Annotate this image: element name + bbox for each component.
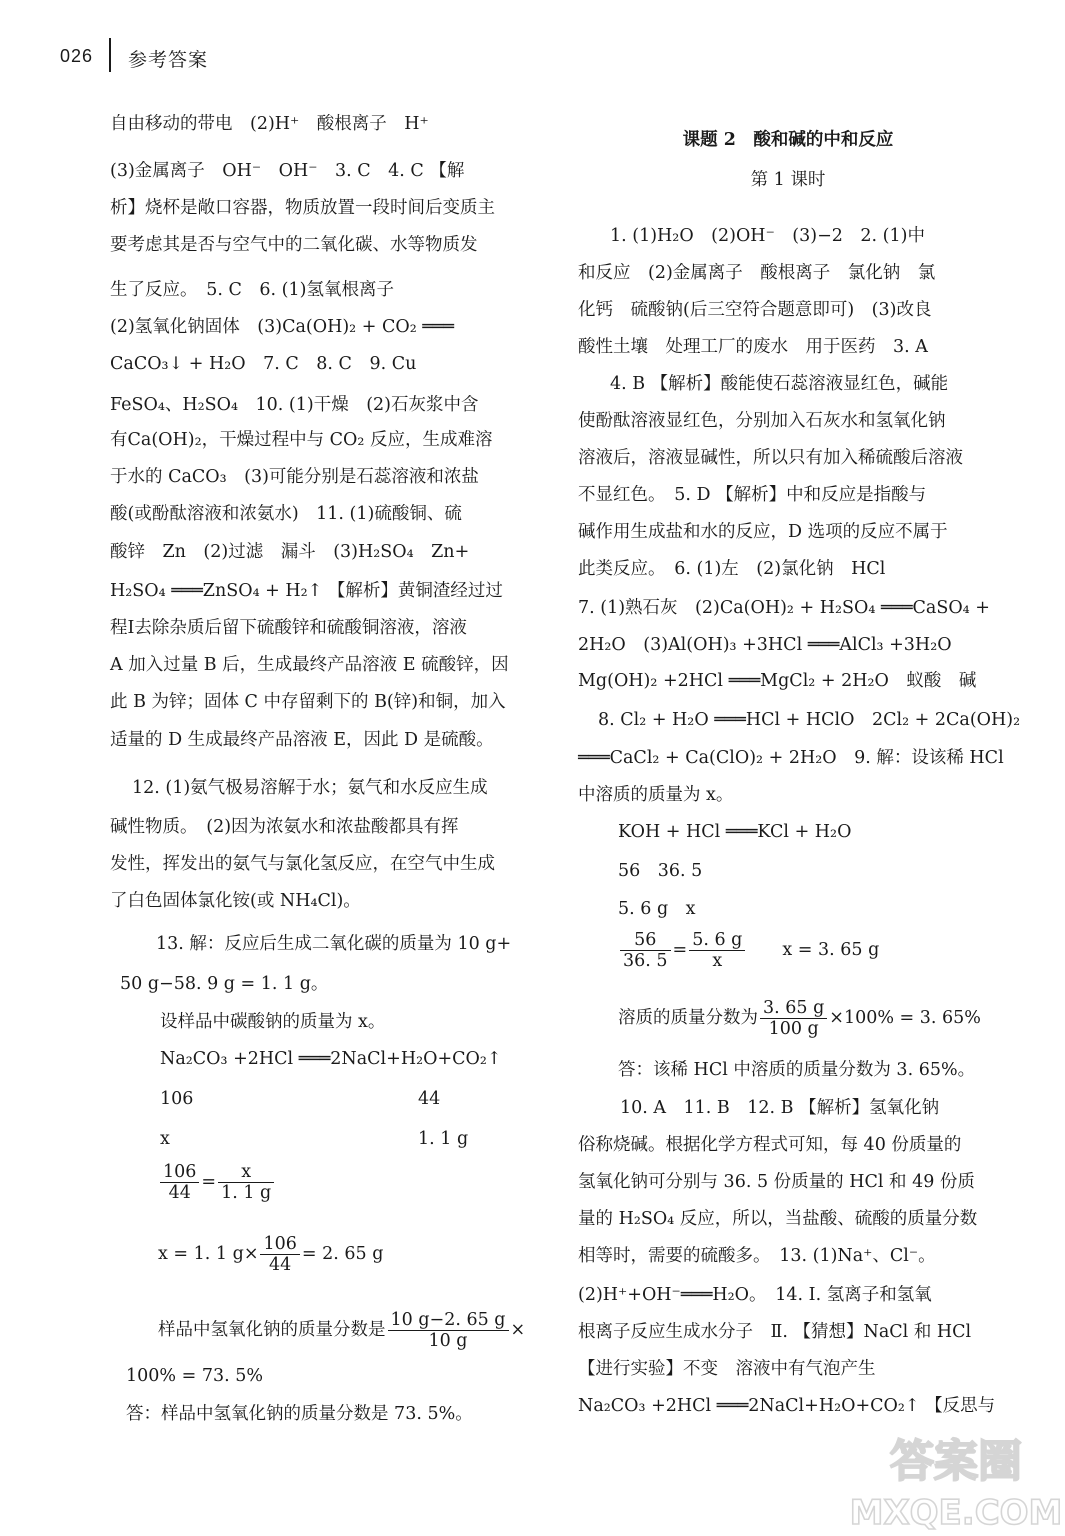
left_column-line: x bbox=[160, 1129, 170, 1149]
left_column-line: 有Ca(OH)₂，干燥过程中与 CO₂ 反应，生成难溶 bbox=[110, 430, 493, 450]
watermark-top-text: 答案圈 bbox=[890, 1436, 1022, 1487]
right_column-line: 8. Cl₂ + H₂O ═══HCl + HClO 2Cl₂ + 2Ca(OH)₂ bbox=[598, 710, 1021, 730]
left_tail-line: 答：样品中氢氧化钠的质量分数是 73. 5%。 bbox=[126, 1404, 473, 1424]
right_column-line: Mg(OH)₂ +2HCl ═══MgCl₂ + 2H₂O 蚁酸 碱 bbox=[578, 671, 977, 691]
header-title: 参考答案 bbox=[128, 49, 209, 71]
left_column-line: 1. 1 g bbox=[418, 1129, 469, 1149]
right_tail-line: (2)H⁺+OH⁻═══H₂O。 14. Ⅰ. 氢离子和氢氧 bbox=[578, 1285, 932, 1305]
right_column-line: 和反应 (2)金属离子 酸根离子 氯化钠 氯 bbox=[578, 263, 936, 283]
fraction bbox=[388, 1310, 509, 1351]
fraction-numerator: 5. 6 g bbox=[689, 930, 745, 951]
right_column-line: 课题 2 酸和碱的中和反应 bbox=[682, 130, 894, 150]
left_column-line: 酸锌 Zn (2)过滤 漏斗 (3)H₂SO₄ Zn+ bbox=[110, 542, 470, 562]
right_column-line: 溶液后，溶液显碱性，所以只有加入稀硫酸后溶液 bbox=[578, 448, 963, 468]
right_column-line: 1. (1)H₂O (2)OH⁻ (3)−2 2. (1)中 bbox=[610, 226, 925, 246]
fraction-denominator: 44 bbox=[269, 1255, 292, 1275]
left_column-line: 析】烧杯是敞口容器，物质放置一段时间后变质主 bbox=[110, 198, 495, 218]
left_column-line: 于水的 CaCO₃ (3)可能分别是石蕊溶液和浓盐 bbox=[110, 467, 479, 487]
left_column-line: 了白色固体氯化铵(或 NH₄Cl)。 bbox=[110, 891, 361, 911]
left_column-line: Na₂CO₃ +2HCl ═══2NaCl+H₂O+CO₂↑ bbox=[160, 1049, 502, 1069]
fraction bbox=[620, 930, 671, 971]
math-expression bbox=[158, 1310, 525, 1351]
math-expression bbox=[158, 1234, 383, 1275]
fraction bbox=[689, 930, 745, 971]
math-text: ×100% = 3. 65% bbox=[829, 1008, 981, 1028]
fraction-denominator: 10 g bbox=[428, 1331, 468, 1351]
right_tail-line: Na₂CO₃ +2HCl ═══2NaCl+H₂O+CO₂↑ 【反思与 bbox=[578, 1396, 996, 1416]
watermark-logo bbox=[849, 1424, 1063, 1534]
math-expression bbox=[618, 998, 981, 1039]
left_column-line: (3)金属离子 OH⁻ OH⁻ 3. C 4. C 【解 bbox=[110, 161, 465, 181]
right_column-line: 中溶质的质量为 x。 bbox=[578, 785, 734, 805]
right_column-line: 碱作用生成盐和水的反应，D 选项的反应不属于 bbox=[578, 522, 948, 542]
math-text: 溶质的质量分数为 bbox=[618, 1008, 758, 1028]
right_column-line: 5. 6 g x bbox=[618, 899, 696, 919]
left_column-line: 酸(或酚酞溶液和浓氨水) 11. (1)硫酸铜、硫 bbox=[110, 504, 462, 524]
fraction-denominator: 1. 1 g bbox=[221, 1183, 272, 1203]
header-divider bbox=[109, 38, 111, 72]
math-text: = bbox=[672, 940, 688, 960]
right_tail-line: 【进行实验】不变 溶液中有气泡产生 bbox=[578, 1359, 876, 1379]
math-text: x = 1. 1 g× bbox=[158, 1244, 259, 1264]
left_tail-line: 100% = 73. 5% bbox=[126, 1366, 263, 1386]
fraction bbox=[760, 998, 827, 1039]
math-text: = 2. 65 g bbox=[301, 1244, 384, 1264]
right_column-line: 不显红色。 5. D 【解析】中和反应是指酸与 bbox=[578, 485, 927, 505]
right_column-line: 4. B 【解析】酸能使石蕊溶液显红色，碱能 bbox=[610, 374, 949, 394]
math-expression bbox=[618, 930, 879, 971]
fraction-numerator: 106 bbox=[160, 1162, 199, 1183]
math-expression bbox=[158, 1162, 276, 1203]
left_column-line: (2)氢氧化钠固体 (3)Ca(OH)₂ + CO₂ ═══ bbox=[110, 317, 454, 337]
left_column-line: 要考虑其是否与空气中的二氧化碳、水等物质发 bbox=[110, 235, 478, 255]
left_column-line: 发性，挥发出的氨气与氯化氢反应，在空气中生成 bbox=[110, 854, 495, 874]
math-text: x = 3. 65 g bbox=[747, 940, 880, 960]
right_column-line: 酸性土壤 处理工厂的废水 用于医药 3. A bbox=[578, 337, 928, 357]
left_column-line: 碱性物质。 (2)因为浓氨水和浓盐酸都具有挥 bbox=[110, 817, 459, 837]
left_column-line: 设样品中碳酸钠的质量为 x。 bbox=[160, 1012, 386, 1032]
watermark-bottom-text: MXQE.COM bbox=[849, 1493, 1063, 1533]
right_column-line: ═══CaCl₂ + Ca(ClO)₂ + 2H₂O 9. 解：设该稀 HCl bbox=[578, 748, 1004, 768]
left_column-line: H₂SO₄ ═══ZnSO₄ + H₂↑ 【解析】黄铜渣经过过 bbox=[110, 581, 503, 601]
fraction-numerator: 10 g−2. 65 g bbox=[388, 1310, 509, 1331]
fraction bbox=[160, 1162, 199, 1203]
right_column-line: 7. (1)熟石灰 (2)Ca(OH)₂ + H₂SO₄ ═══CaSO₄ + bbox=[578, 598, 990, 618]
left_column-line: 106 bbox=[160, 1089, 194, 1109]
right_column-line: KOH + HCl ═══KCl + H₂O bbox=[618, 822, 852, 842]
fraction-numerator: 106 bbox=[260, 1234, 299, 1255]
fraction bbox=[218, 1162, 274, 1203]
fraction-denominator: x bbox=[712, 951, 723, 971]
fraction bbox=[260, 1234, 299, 1275]
left_column-line: CaCO₃↓ + H₂O 7. C 8. C 9. Cu bbox=[110, 354, 417, 374]
right_column-line: 化钙 硫酸钠(后三空符合题意即可) (3)改良 bbox=[578, 300, 932, 320]
fraction-denominator: 44 bbox=[168, 1183, 191, 1203]
left_column-line: 44 bbox=[418, 1089, 441, 1109]
fraction-numerator: 3. 65 g bbox=[760, 998, 827, 1019]
math-text: 样品中氢氧化钠的质量分数是 bbox=[158, 1320, 386, 1340]
right_column-line: 56 36. 5 bbox=[618, 861, 703, 881]
math-text: × bbox=[510, 1320, 526, 1340]
right_column-line: 第 1 课时 bbox=[750, 170, 826, 190]
right_tail-line: 氢氧化钠可分别与 36. 5 份质量的 HCl 和 49 份质 bbox=[578, 1172, 975, 1192]
right_tail-line: 答：该稀 HCl 中溶质的质量分数为 3. 65%。 bbox=[618, 1060, 976, 1080]
left_column-line: 13. 解：反应后生成二氧化碳的质量为 10 g+ bbox=[156, 934, 512, 954]
left_column-line: 此 B 为锌；固体 C 中存留剩下的 B(锌)和铜，加入 bbox=[110, 692, 506, 712]
fraction-denominator: 36. 5 bbox=[623, 951, 668, 971]
left_column-line: 程Ⅰ去除杂质后留下硫酸锌和硫酸铜溶液，溶液 bbox=[110, 618, 467, 638]
right_tail-line: 俗称烧碱。根据化学方程式可知，每 40 份质量的 bbox=[578, 1135, 962, 1155]
left_column-line: 自由移动的带电 (2)H⁺ 酸根离子 H⁺ bbox=[110, 114, 429, 134]
right_column-line: 使酚酞溶液显红色，分别加入石灰水和氢氧化钠 bbox=[578, 411, 946, 431]
fraction-numerator: 56 bbox=[620, 930, 671, 951]
fraction-numerator: x bbox=[218, 1162, 274, 1183]
left_column-line: 适量的 D 生成最终产品溶液 E，因此 D 是硫酸。 bbox=[110, 730, 494, 750]
right_tail-line: 根离子反应生成水分子 Ⅱ. 【猜想】NaCl 和 HCl bbox=[578, 1322, 972, 1342]
right_tail-line: 量的 H₂SO₄ 反应，所以，当盐酸、硫酸的质量分数 bbox=[578, 1209, 978, 1229]
fraction-denominator: 100 g bbox=[768, 1019, 819, 1039]
right_column-line: 2H₂O (3)Al(OH)₃ +3HCl ═══AlCl₃ +3H₂O bbox=[578, 635, 952, 655]
right_tail-line: 10. A 11. B 12. B 【解析】氢氧化钠 bbox=[620, 1098, 940, 1118]
left_column-line: 生了反应。 5. C 6. (1)氢氧根离子 bbox=[110, 280, 394, 300]
left_column-line: FeSO₄、H₂SO₄ 10. (1)干燥 (2)石灰浆中含 bbox=[110, 395, 479, 415]
left_column-line: 12. (1)氨气极易溶解于水；氨气和水反应生成 bbox=[132, 778, 488, 798]
left_column-line: 50 g−58. 9 g = 1. 1 g。 bbox=[120, 974, 329, 994]
math-text: = bbox=[201, 1172, 217, 1192]
right_column-line: 此类反应。 6. (1)左 (2)氯化钠 HCl bbox=[578, 559, 886, 579]
right_tail-line: 相等时，需要的硫酸多。 13. (1)Na⁺、Cl⁻。 bbox=[578, 1246, 936, 1266]
left_column-line: A 加入过量 B 后，生成最终产品溶液 E 硫酸锌，因 bbox=[110, 655, 509, 675]
page-number: 026 bbox=[60, 46, 94, 66]
